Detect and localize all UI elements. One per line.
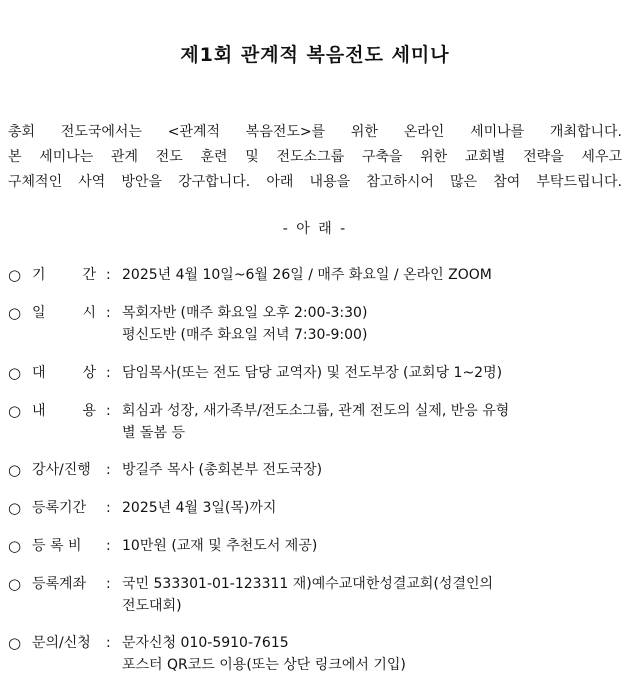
detail-label: 일 시 (32, 305, 96, 321)
detail-value-line: 전도대회) (122, 598, 182, 614)
detail-colon: : (106, 403, 111, 419)
detail-value-line: 포스터 QR코드 이용(또는 상단 링크에서 기입) (122, 657, 406, 673)
detail-label: 강사/진행 (32, 462, 91, 478)
detail-value (122, 400, 622, 444)
detail-value-line: 별 돌봄 등 (122, 425, 185, 441)
intro-line: 구체적인 사역 방안을 강구합니다. 아래 내용을 참고하시어 많은 참여 부탁드립니다. (8, 174, 622, 190)
detail-label: 내 용 (32, 403, 96, 419)
detail-label: 문의/신청 (32, 635, 91, 651)
detail-value-line: 2025년 4월 10일~6월 26일 / 매주 화요일 / 온라인 ZOOM (122, 267, 492, 283)
detail-value (122, 632, 622, 676)
detail-label: 등록계좌 (32, 576, 87, 592)
detail-value-line: 담임목사(또는 전도 담당 교역자) 및 전도부장 (교회당 1~2명) (122, 365, 503, 381)
circle-bullet-icon: ○ (8, 499, 22, 517)
detail-value (122, 264, 622, 286)
intro-paragraph (8, 120, 622, 195)
detail-label: 대 상 (32, 365, 96, 381)
intro-line: 본 세미나는 관계 전도 훈련 및 전도소그룹 구축을 위한 교회별 전략을 세우고 (8, 149, 622, 165)
detail-value-line: 국민 533301-01-123311 재)예수교대한성결교회(성결인의 (122, 576, 494, 592)
detail-colon: : (106, 267, 111, 283)
detail-value-line: 방길주 목사 (총회본부 전도국장) (122, 462, 323, 478)
intro-line: 총회 전도국에서는 <관계적 복음전도>를 위한 온라인 세미나를 개최합니다. (8, 124, 622, 140)
detail-value (122, 362, 622, 384)
detail-value-line: 10만원 (교재 및 추천도서 제공) (122, 538, 318, 554)
detail-colon: : (106, 576, 111, 592)
detail-value (122, 573, 622, 617)
document-title: 제1회 관계적 복음전도 세미나 (180, 44, 450, 66)
circle-bullet-icon: ○ (8, 402, 22, 420)
circle-bullet-icon: ○ (8, 266, 22, 284)
detail-value-line: 회심과 성장, 새가족부/전도소그룹, 관계 전도의 실제, 반응 유형 (122, 403, 510, 419)
detail-value-line: 목회자반 (매주 화요일 오후 2:00-3:30) (122, 305, 368, 321)
detail-colon: : (106, 635, 111, 651)
detail-value-line: 평신도반 (매주 화요일 저녁 7:30-9:00) (122, 327, 368, 343)
detail-value-line: 문자신청 010-5910-7615 (122, 635, 289, 651)
detail-value (122, 302, 622, 346)
detail-label: 기 간 (32, 267, 96, 283)
detail-label: 등 록 비 (32, 538, 82, 554)
detail-value (122, 497, 622, 519)
detail-value (122, 535, 622, 557)
detail-colon: : (106, 462, 111, 478)
detail-value (122, 459, 622, 481)
detail-colon: : (106, 365, 111, 381)
circle-bullet-icon: ○ (8, 575, 22, 593)
section-heading-arae: - 아 래 - (282, 221, 348, 237)
circle-bullet-icon: ○ (8, 537, 22, 555)
circle-bullet-icon: ○ (8, 634, 22, 652)
detail-colon: : (106, 305, 111, 321)
circle-bullet-icon: ○ (8, 364, 22, 382)
circle-bullet-icon: ○ (8, 304, 22, 322)
circle-bullet-icon: ○ (8, 461, 22, 479)
detail-value-line: 2025년 4월 3일(목)까지 (122, 500, 277, 516)
detail-colon: : (106, 500, 111, 516)
detail-colon: : (106, 538, 111, 554)
detail-label: 등록기간 (32, 500, 87, 516)
